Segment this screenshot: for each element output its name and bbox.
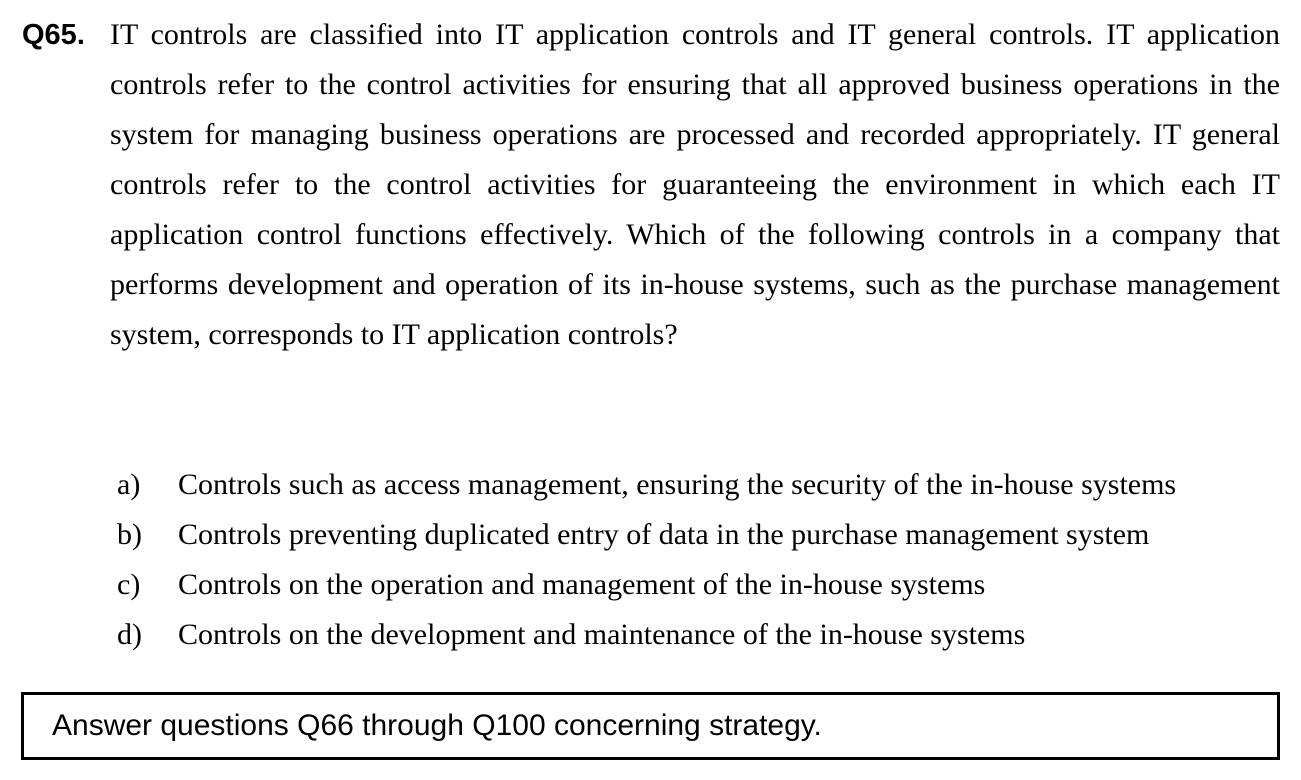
question-block [22, 10, 1280, 360]
question-number: Q65. [22, 19, 85, 51]
option-d [117, 610, 1287, 660]
option-text: Controls on the development and maintenance of the in-house systems [178, 618, 1026, 651]
option-letter: d) [117, 618, 142, 651]
option-c [117, 560, 1287, 610]
option-text: Controls on the operation and management of the in-house systems [178, 568, 986, 601]
option-text: Controls such as access management, ensuring the security of the in-house systems [178, 468, 1177, 501]
answer-options [117, 460, 1287, 660]
section-notice-box [21, 692, 1280, 760]
option-a [117, 460, 1287, 510]
option-letter: a) [117, 468, 141, 501]
option-text: Controls preventing duplicated entry of data in the purchase management system [178, 518, 1150, 551]
question-text: IT controls are classified into IT application controls and IT general controls. IT application controls refer to the control activities for ensuring that all approved business operations in the system for managing business operations are processed and recorded appropriately. IT general controls refer to the control activities for guaranteeing the environment in which each IT application control functions effectively. Which of the following controls in a company that performs development and operation of its in-house systems, such as the purchase management system, corresponds to IT application controls? [110, 18, 1280, 351]
option-letter: c) [117, 568, 141, 601]
option-b [117, 510, 1287, 560]
option-letter: b) [117, 518, 142, 551]
section-notice-text: Answer questions Q66 through Q100 concerning strategy. [52, 709, 822, 742]
